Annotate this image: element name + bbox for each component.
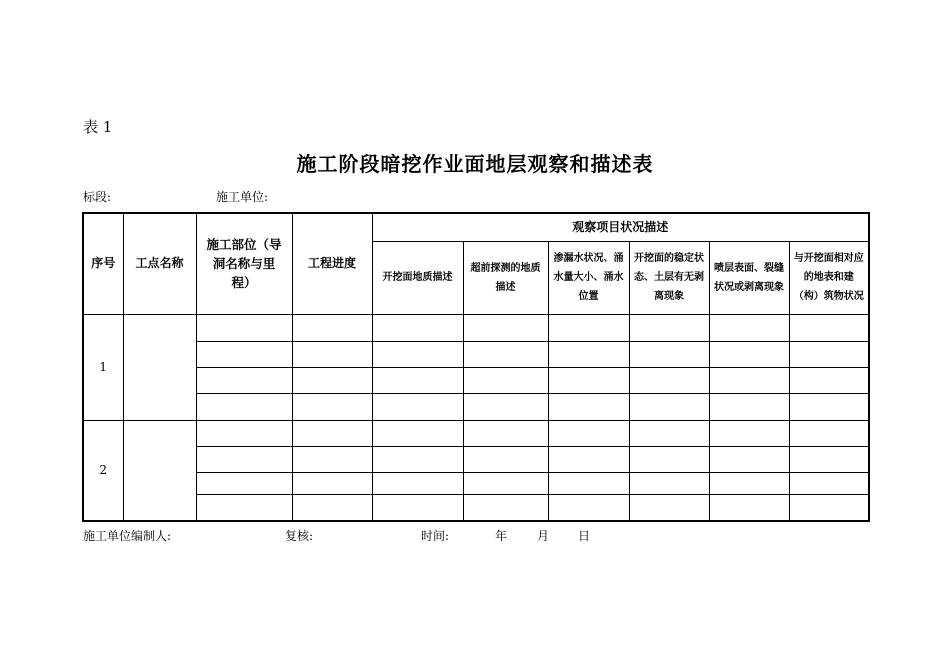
cell (709, 420, 789, 446)
table-row (83, 314, 869, 341)
construction-unit-label: 施工单位: (216, 190, 269, 204)
cell (629, 420, 709, 446)
cell (372, 494, 463, 521)
cell (372, 393, 463, 420)
cell (463, 446, 548, 472)
section-label: 标段: (83, 190, 112, 204)
cell (196, 341, 292, 367)
header-site-name: 工点名称 (123, 213, 196, 314)
table-row (83, 420, 869, 446)
cell (789, 341, 869, 367)
table-label: 表 1 (83, 118, 113, 136)
cell (548, 420, 629, 446)
cell (629, 341, 709, 367)
day-label: 日 (578, 529, 591, 543)
header-water-seepage: 渗漏水状况、涌水量大小、涌水位置 (548, 241, 629, 314)
header-shotcrete-cracks: 喷层表面、裂缝状况或剥离现象 (709, 241, 789, 314)
header-face-stability: 开挖面的稳定状态、土层有无剥离现象 (629, 241, 709, 314)
cell (709, 446, 789, 472)
page-title: 施工阶段暗挖作业面地层观察和描述表 (296, 152, 654, 176)
cell (372, 341, 463, 367)
cell (292, 393, 372, 420)
cell (196, 494, 292, 521)
cell (463, 314, 548, 341)
header-advance-detection: 超前探测的地质描述 (463, 241, 548, 314)
cell (629, 314, 709, 341)
cell (548, 494, 629, 521)
cell (709, 393, 789, 420)
cell (196, 420, 292, 446)
month-label: 月 (537, 529, 550, 543)
cell (196, 314, 292, 341)
cell (709, 472, 789, 494)
cell (789, 314, 869, 341)
compiler-label: 施工单位编制人: (83, 529, 172, 543)
header-surface-buildings: 与开挖面相对应的地表和建（构）筑物状况 (789, 241, 869, 314)
cell (463, 472, 548, 494)
cell (629, 367, 709, 393)
cell (629, 472, 709, 494)
cell (709, 367, 789, 393)
cell (372, 472, 463, 494)
cell (789, 472, 869, 494)
cell (789, 446, 869, 472)
cell (292, 420, 372, 446)
header-face-geology: 开挖面地质描述 (372, 241, 463, 314)
reviewer-label: 复核: (285, 529, 314, 543)
cell (372, 367, 463, 393)
header-location: 施工部位（导洞名称与里程） (196, 213, 292, 314)
cell (463, 341, 548, 367)
header-seq: 序号 (83, 213, 123, 314)
cell (789, 420, 869, 446)
table-row (83, 367, 869, 393)
cell (629, 446, 709, 472)
observation-table (82, 212, 870, 522)
cell (196, 472, 292, 494)
cell (463, 494, 548, 521)
cell (548, 472, 629, 494)
header-observation-group: 观察项目状况描述 (372, 213, 869, 241)
cell (548, 393, 629, 420)
cell (548, 446, 629, 472)
cell (789, 367, 869, 393)
cell (789, 494, 869, 521)
table-row (83, 341, 869, 367)
cell (629, 393, 709, 420)
site-name-cell (123, 314, 196, 420)
cell (463, 367, 548, 393)
cell (709, 341, 789, 367)
cell (709, 494, 789, 521)
cell (789, 393, 869, 420)
cell (372, 420, 463, 446)
cell (292, 494, 372, 521)
cell (292, 446, 372, 472)
seq-cell: 2 (83, 420, 123, 521)
cell (372, 314, 463, 341)
table-row (83, 472, 869, 494)
cell (292, 472, 372, 494)
cell (292, 314, 372, 341)
cell (372, 446, 463, 472)
cell (548, 367, 629, 393)
cell (629, 494, 709, 521)
cell (196, 393, 292, 420)
table-row (83, 446, 869, 472)
site-name-cell (123, 420, 196, 521)
cell (292, 367, 372, 393)
cell (548, 314, 629, 341)
header-progress: 工程进度 (292, 213, 372, 314)
seq-cell: 1 (83, 314, 123, 420)
cell (548, 341, 629, 367)
time-label: 时间: (421, 529, 450, 543)
table-row (83, 494, 869, 521)
cell (196, 367, 292, 393)
cell (196, 446, 292, 472)
cell (292, 341, 372, 367)
cell (709, 314, 789, 341)
cell (463, 393, 548, 420)
cell (463, 420, 548, 446)
table-row (83, 393, 869, 420)
year-label: 年 (495, 529, 508, 543)
